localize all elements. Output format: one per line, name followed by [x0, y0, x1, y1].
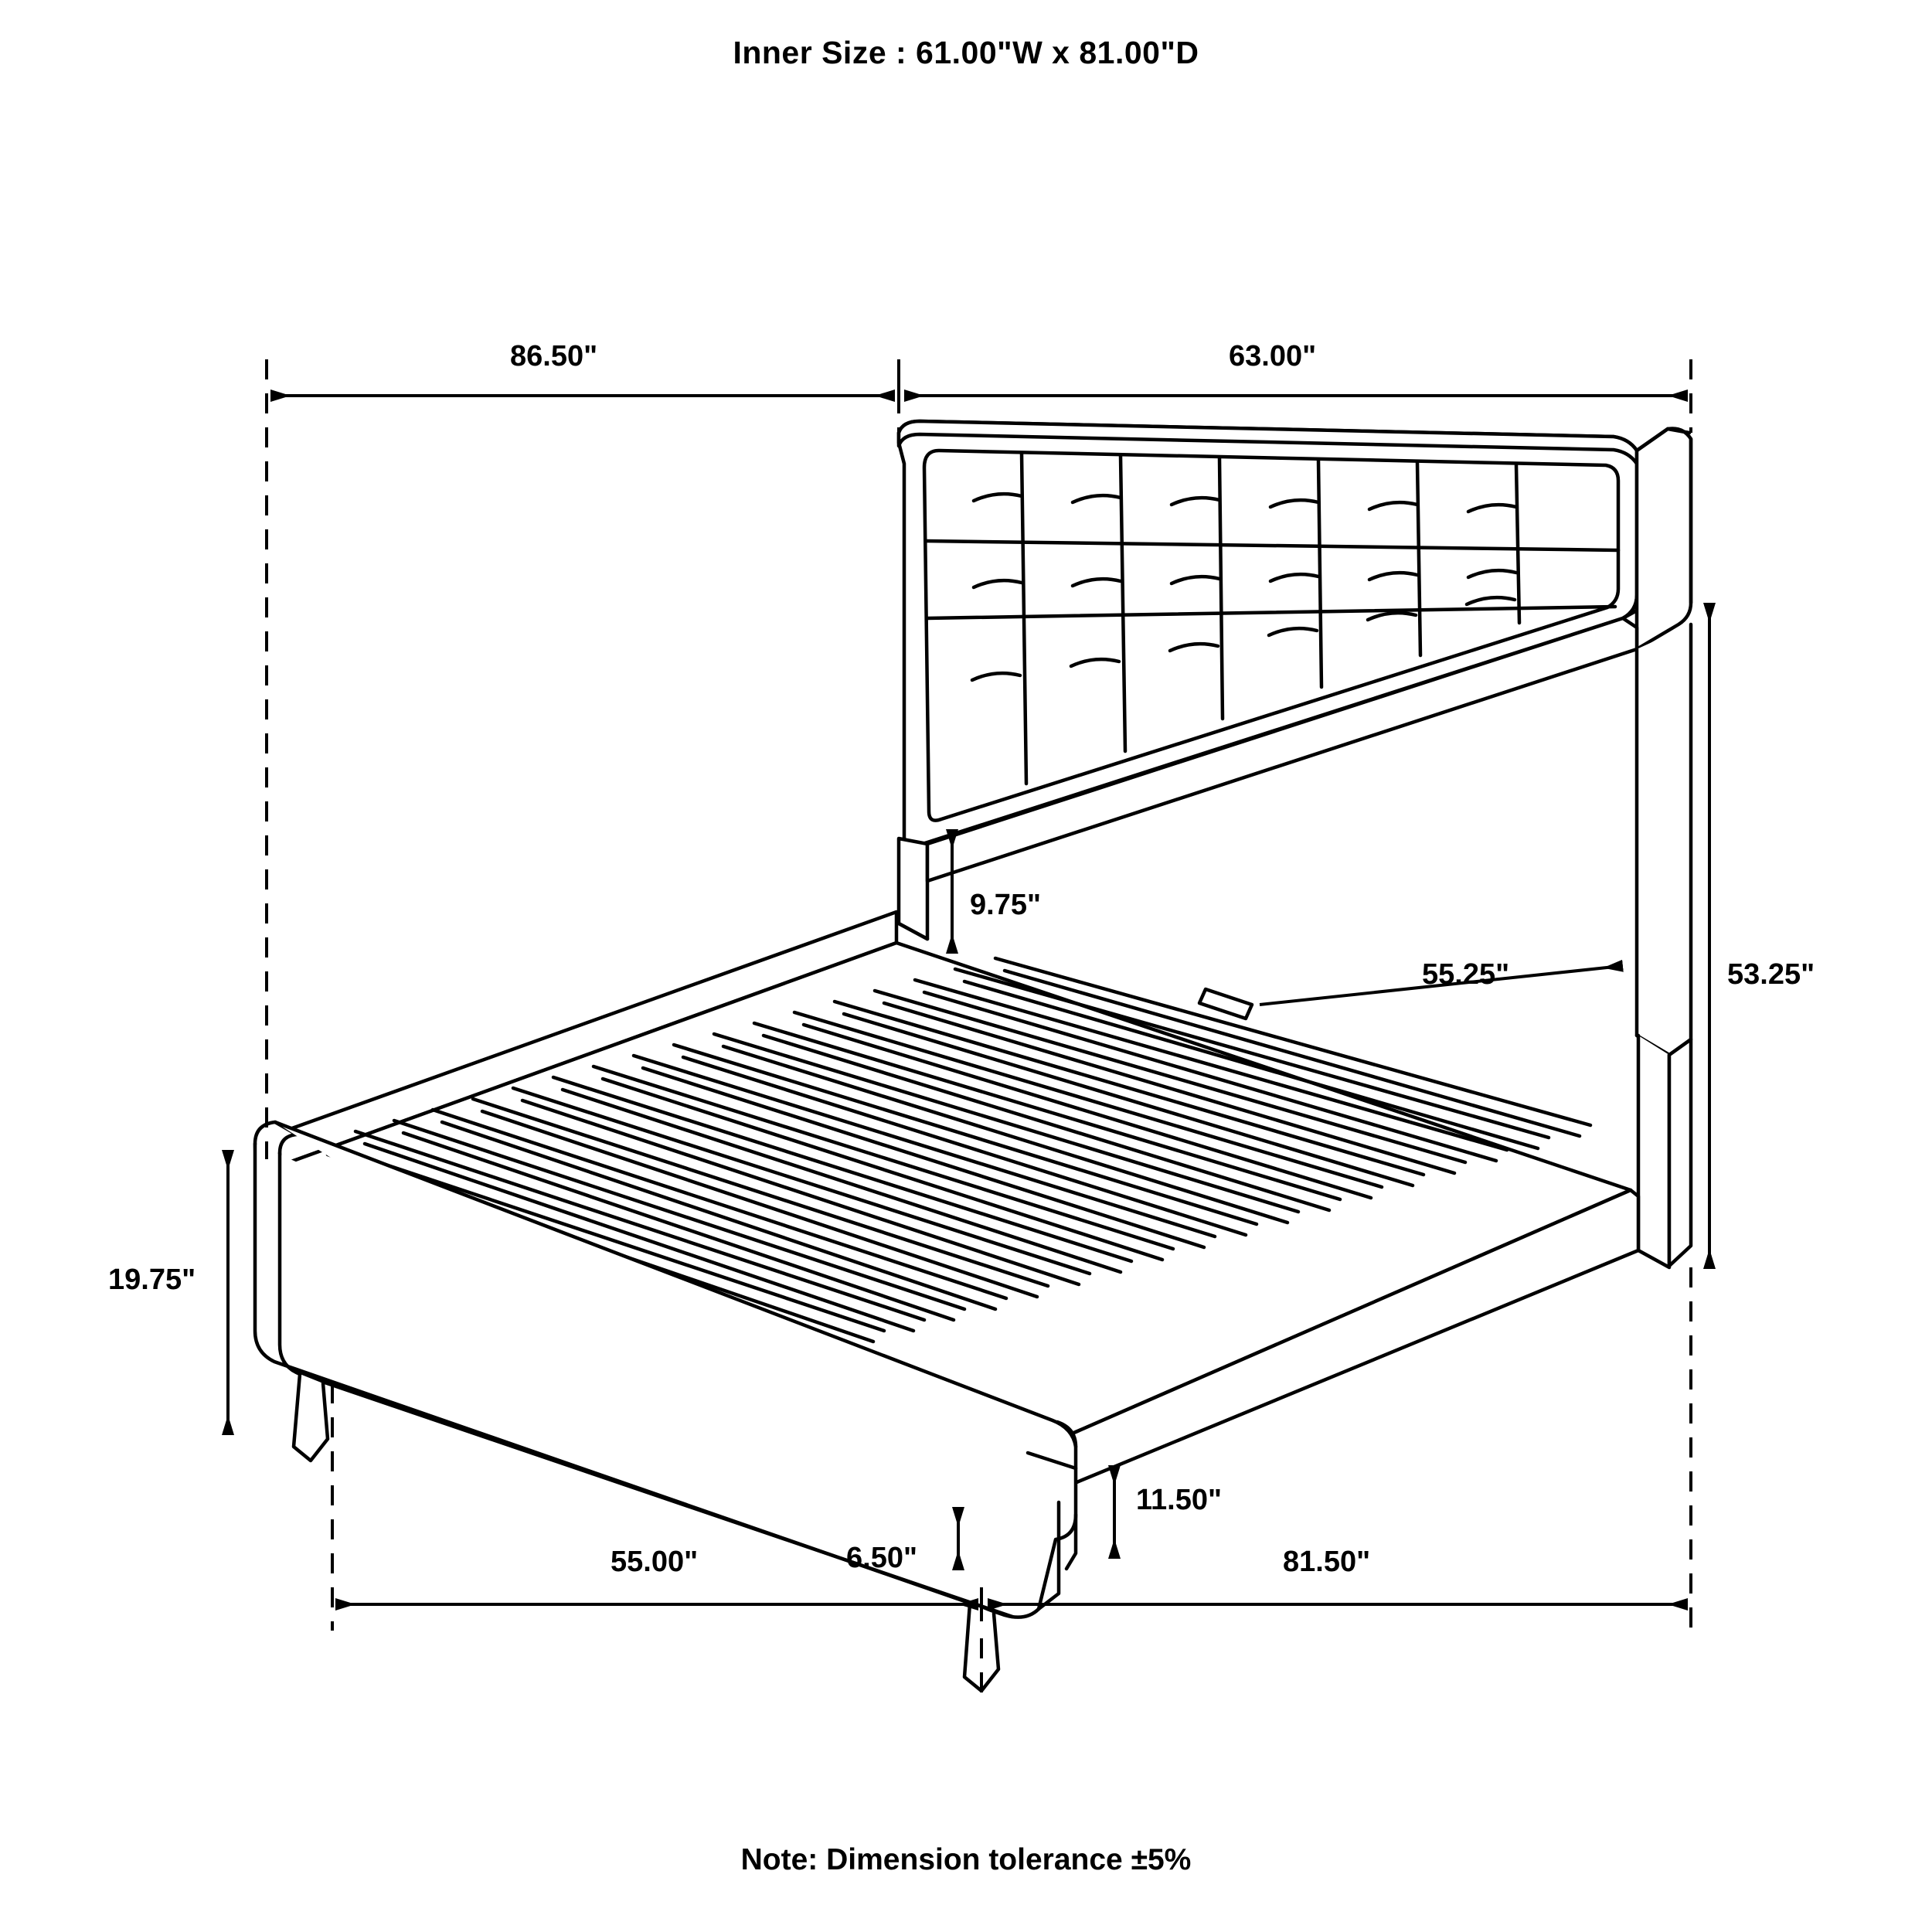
- bed-outline: [255, 421, 1691, 1691]
- dim-label-rail-gap: 9.75": [970, 889, 1041, 921]
- dim-label-top-left: 86.50": [510, 340, 598, 372]
- dim-label-top-right: 63.00": [1229, 340, 1317, 372]
- dim-label-headboard-height: 53.25": [1727, 958, 1815, 991]
- dim-label-footboard-height: 19.75": [108, 1264, 196, 1296]
- dim-label-bottom-right: 81.50": [1283, 1546, 1371, 1578]
- dim-label-headboard-width: 55.25": [1422, 958, 1510, 991]
- dim-label-bottom-left: 55.00": [611, 1546, 699, 1578]
- dim-label-leg-height: 11.50": [1136, 1484, 1223, 1516]
- dim-label-foot-leg: 6.50": [846, 1542, 917, 1574]
- tolerance-note: Note: Dimension tolerance ±5%: [740, 1843, 1192, 1876]
- page-title: Inner Size : 61.00"W x 81.00"D: [733, 35, 1199, 70]
